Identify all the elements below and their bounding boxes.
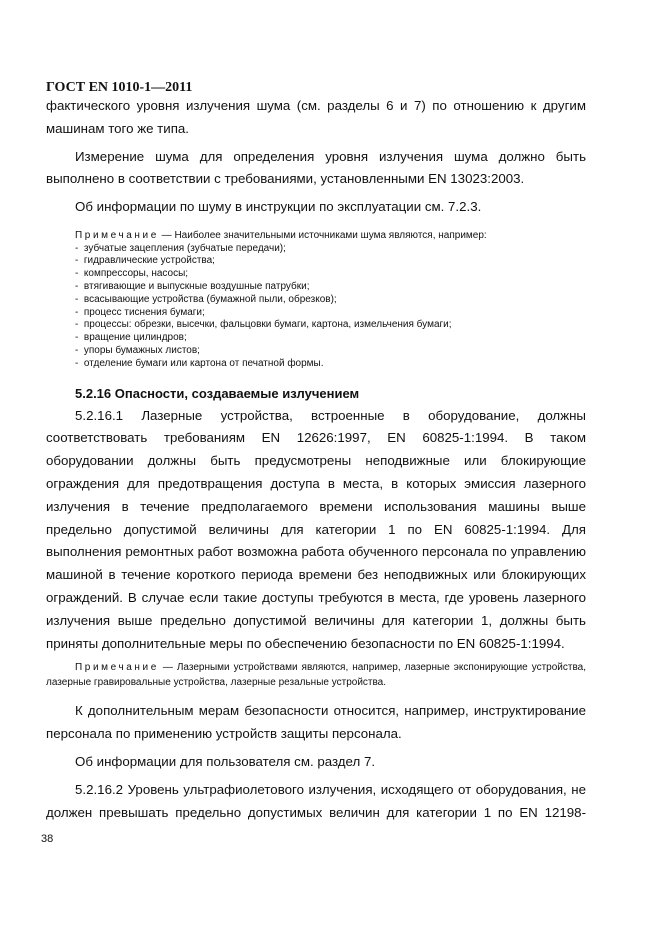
page-body bbox=[46, 95, 586, 829]
paragraph-laser-devices: 5.2.16.1 Лазерные устройства, встроенные в оборудование, должны соответствовать требованиям EN 12626:1997, EN 60825-1:1994. В таком оборудовании должны быть предусмотрены неподвижные или блокирующие ограждения для предотвращения доступа в места, в которых эмиссия лазерного излучения в течение предполагаемого времени использования машины выше предельно допустимой величины для категории 1 по EN 60825-1:1994. Для выполнения ремонтных работ возможна работа обученного персонала по управлению машиной в течение короткого периода времени без неподвижных или блокирующих ограждений. В случае если такие доступы требуются в места, где уровень лазерного излучения выше предельно допустимой величины для категории 1, должны быть приняты дополнительные меры по обеспечению безопасности по EN 60825-1:1994. bbox=[46, 407, 586, 651]
list-item: - компрессоры, насосы; bbox=[75, 268, 586, 281]
list-item: - процесс тиснения бумаги; bbox=[75, 307, 586, 320]
list-item: - гидравлические устройства; bbox=[75, 255, 586, 268]
page-number: 38 bbox=[41, 833, 54, 845]
note-text: — Наиболее значительными источниками шума являются, например: bbox=[158, 229, 487, 241]
note-text: — Лазерными устройствами являются, например, лазерные экспонирующие устройства, лазерные гравировальные устройства, лазерные резальные устройства. bbox=[46, 662, 586, 689]
paragraph-noise-comparison: фактического уровня излучения шума (см. разделы 6 и 7) по отношению к другим машинам того же типа. bbox=[46, 98, 586, 136]
paragraph-extra-safety: К дополнительным мерам безопасности относится, например, инструктирование персонала по применению устройств защиты персонала. bbox=[46, 703, 586, 742]
list-item: - втягивающие и выпускные воздушные патрубки; bbox=[75, 281, 586, 294]
list-item: - всасывающие устройства (бумажной пыли, обрезков); bbox=[75, 294, 586, 307]
list-item: - отделение бумаги или картона от печатной формы. bbox=[75, 358, 586, 371]
noise-sources-list bbox=[75, 243, 586, 371]
paragraph-user-info: Об информации для пользователя см. раздел 7. bbox=[75, 754, 376, 770]
paragraph-ultraviolet: 5.2.16.2 Уровень ультрафиолетового излучения, исходящего от оборудования, не должен превышать предельно допустимых величин для категории 1 по EN 12198- bbox=[46, 781, 586, 820]
note-noise-sources bbox=[75, 230, 586, 243]
note-laser-devices bbox=[46, 660, 586, 690]
list-item: - зубчатые зацепления (зубчатые передачи); bbox=[75, 243, 586, 256]
paragraph-noise-measurement: Измерение шума для определения уровня излучения шума должно быть выполнено в соответствии с требованиями, установленными EN 13023:2003. bbox=[46, 148, 586, 187]
note-label: Примечание bbox=[75, 229, 159, 241]
note-label: Примечание bbox=[75, 662, 159, 674]
paragraph-noise-info: Об информации по шуму в инструкции по эксплуатации см. 7.2.3. bbox=[75, 199, 482, 215]
document-header: ГОСТ EN 1010-1—2011 bbox=[46, 80, 193, 95]
list-item: - упоры бумажных листов; bbox=[75, 345, 586, 358]
section-heading: 5.2.16 Опасности, создаваемые излучением bbox=[75, 385, 360, 401]
list-item: - процессы: обрезки, высечки, фальцовки бумаги, картона, измельчения бумаги; bbox=[75, 319, 586, 332]
list-item: - вращение цилиндров; bbox=[75, 332, 586, 345]
